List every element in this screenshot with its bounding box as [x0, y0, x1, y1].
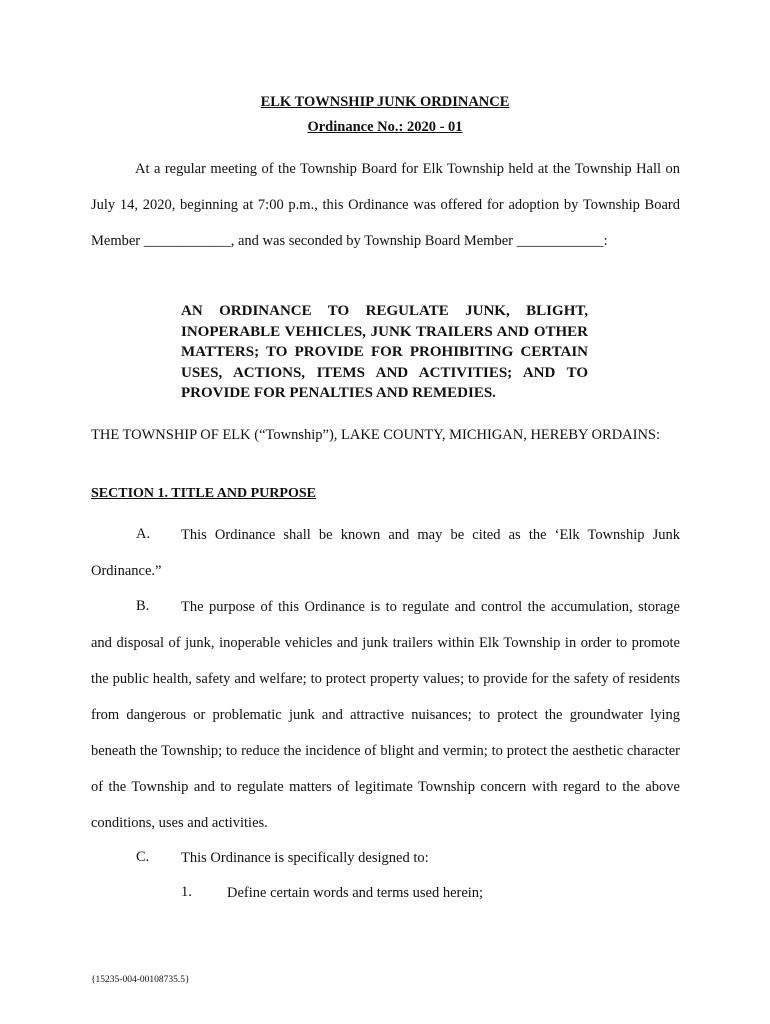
- subitem-1-label: 1.: [181, 884, 192, 900]
- ordinance-number: Ordinance No.: 2020 - 01: [307, 119, 463, 135]
- section-1-heading: SECTION 1. TITLE AND PURPOSE: [91, 486, 316, 501]
- intro-paragraph: [91, 151, 680, 259]
- document-footer-id: {15235-004-00108735.5}: [91, 975, 190, 985]
- ordains-statement: THE TOWNSHIP OF ELK (“Township”), LAKE COUNTY, MICHIGAN, HEREBY ORDAINS:: [91, 427, 661, 443]
- ordinance-heading: AN ORDINANCE TO REGULATE JUNK, BLIGHT, INOPERABLE VEHICLES, JUNK TRAILERS AND OTHER MATTERS; TO PROVIDE FOR PROHIBITING CERTAIN USES, ACTIONS, ITEMS AND ACTIVITIES; AND TO PROVIDE FOR PENALTIES AND REMEDIES.: [181, 303, 588, 401]
- item-a-label: A.: [136, 526, 151, 542]
- item-c-label: C.: [136, 849, 150, 865]
- item-b-text: The purpose of this Ordinance is to regulate and control the accumulation, storage and disposal of junk, inoperable vehicles and junk trailers within Elk Township in order to promote the public health, safety and welfare; to protect property values; to provide for the safety of residents from dangerous or problematic junk and attractive nuisances; to protect the groundwater lying beneath the Township; to reduce the incidence of blight and vermin; to protect the aesthetic character of the Township and to regulate matters of legitimate Township concern with regard to the above conditions, uses and activities.: [91, 599, 680, 831]
- item-c-text: This Ordinance is specifically designed to:: [181, 850, 429, 866]
- subitem-1-text: Define certain words and terms used herein;: [227, 885, 484, 901]
- item-b-label: B.: [136, 598, 150, 614]
- document-title: ELK TOWNSHIP JUNK ORDINANCE: [260, 94, 510, 110]
- intro-text: At a regular meeting of the Township Board for Elk Township held at the Township Hall on July 14, 2020, beginning at 7:00 p.m., this Ordinance was offered for adoption by Township Board Member ____________, and was seconded by Township Board Member ____________:: [91, 161, 680, 249]
- item-a-text: This Ordinance shall be known and may be cited as the ‘Elk Township Junk Ordinance.”: [91, 527, 680, 579]
